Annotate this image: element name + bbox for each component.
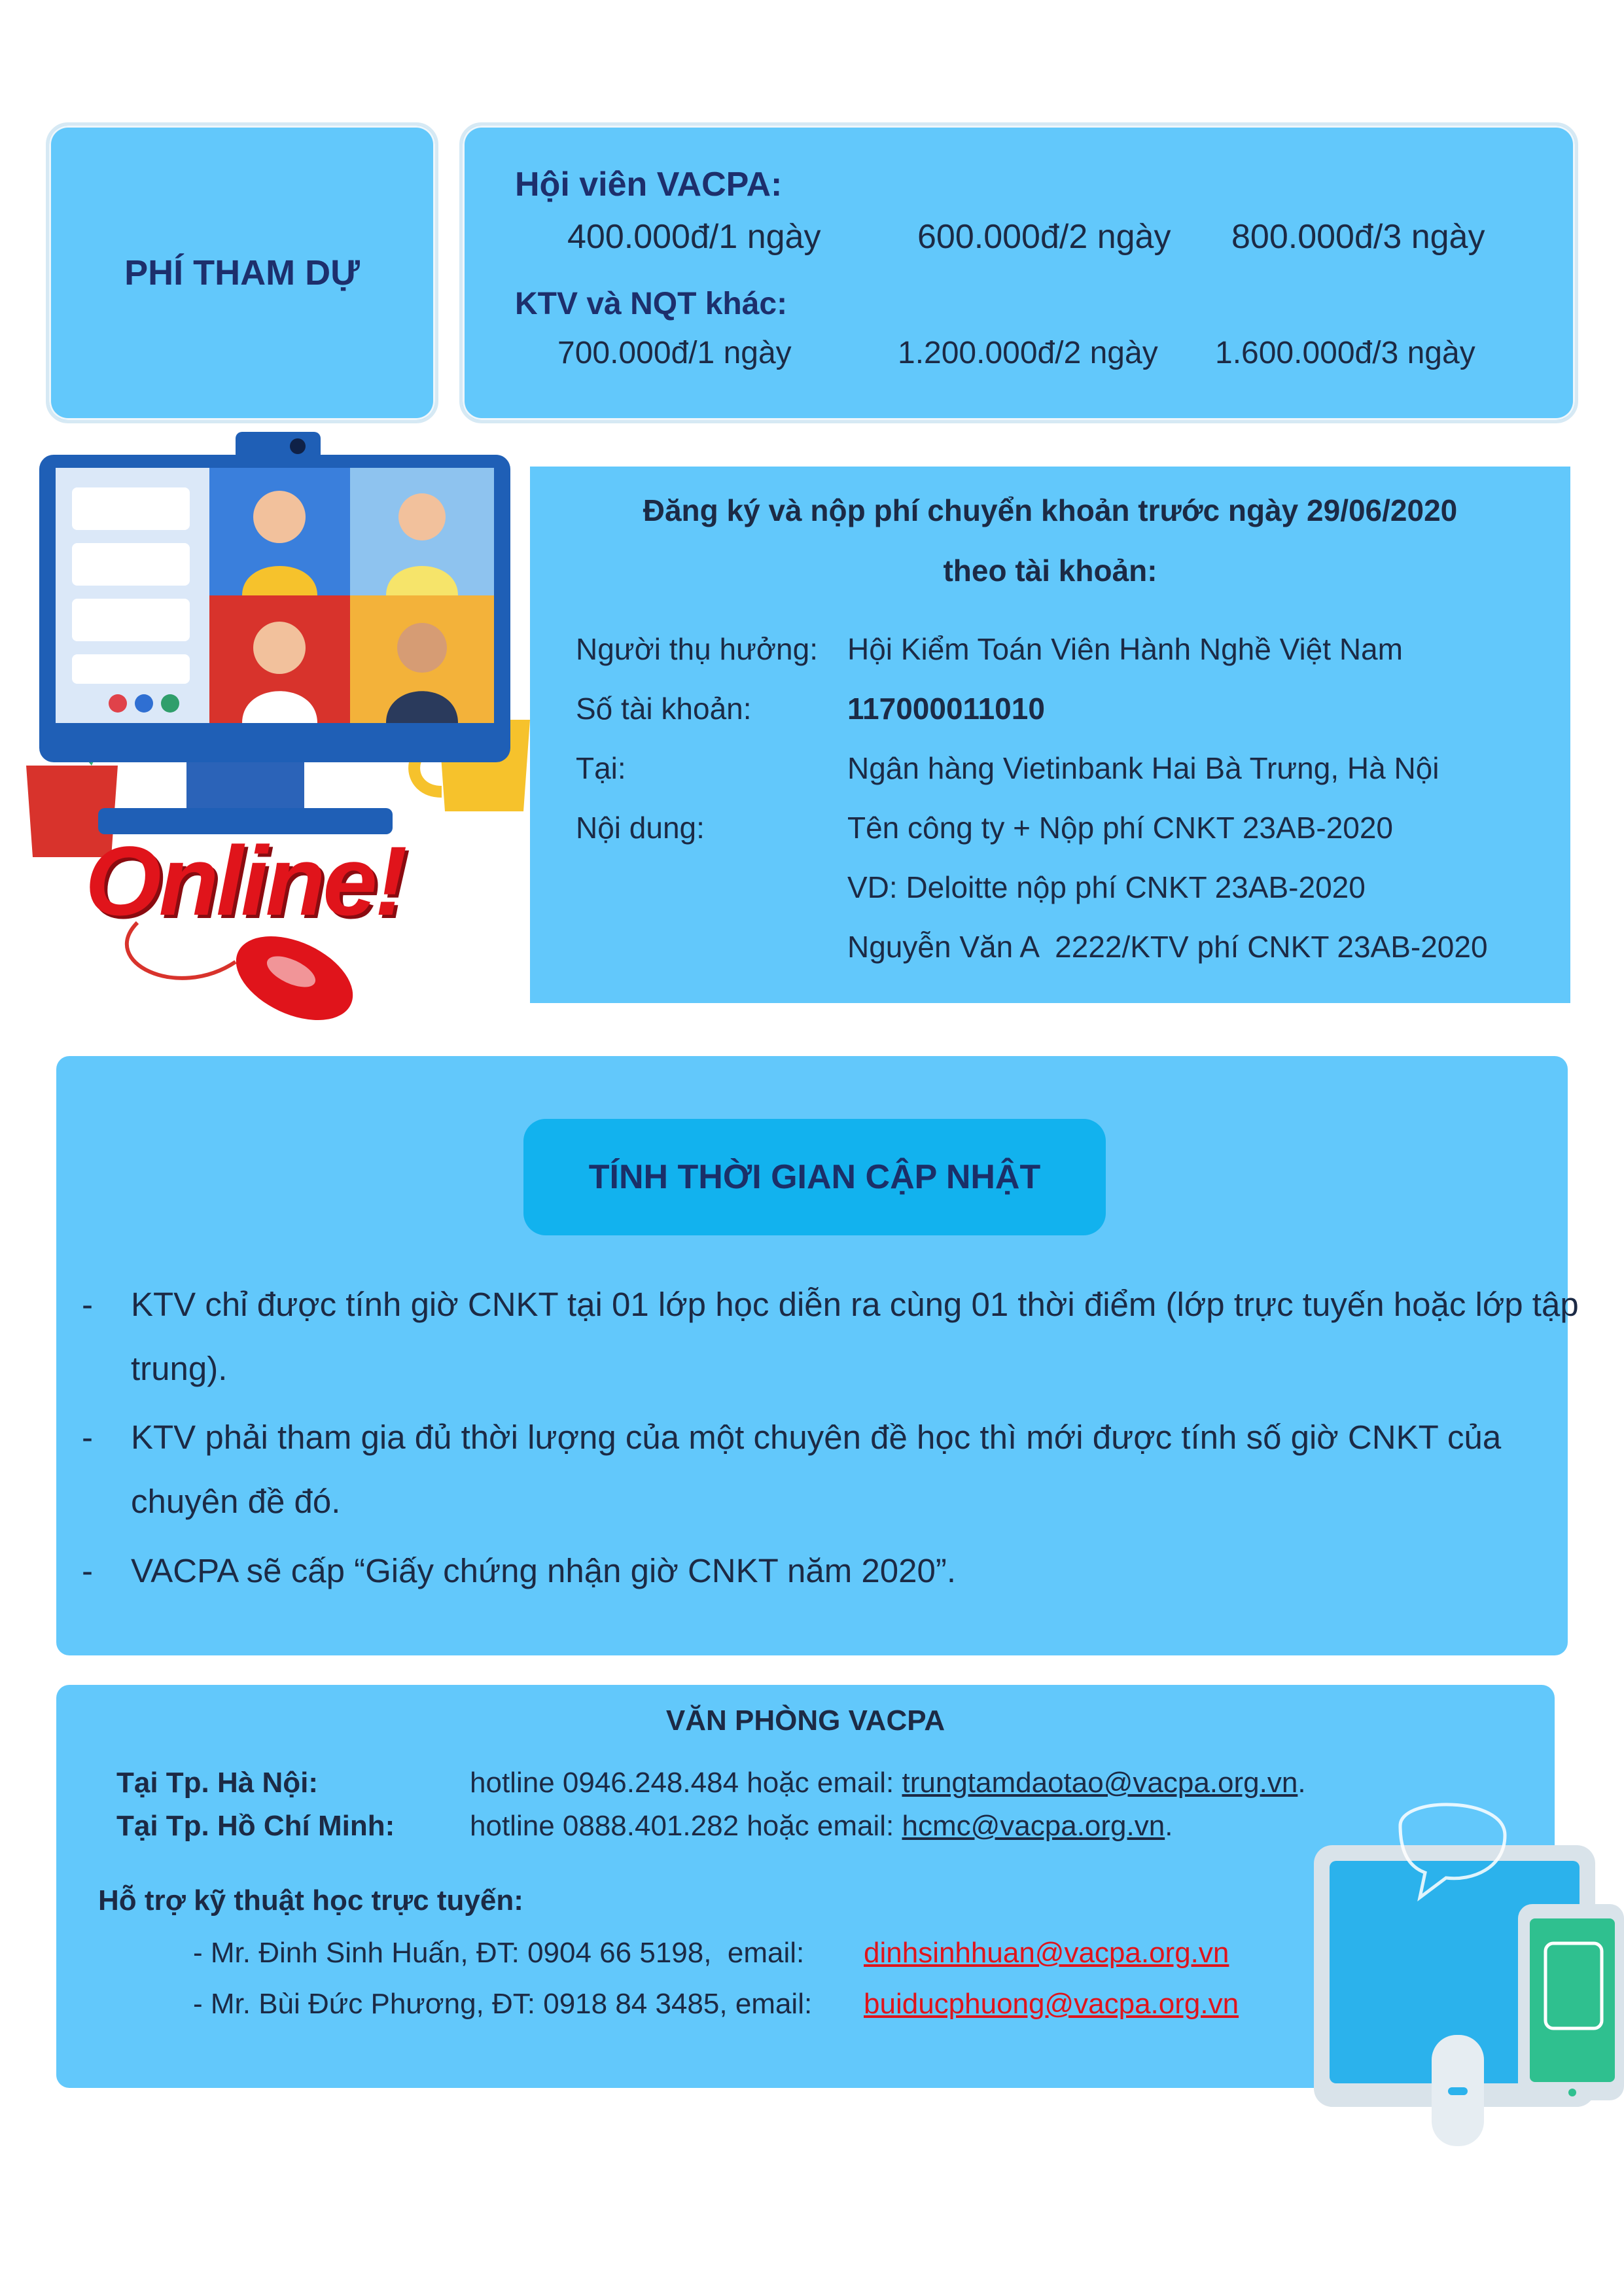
period: . [1297, 1767, 1306, 1799]
hcm-hotline: hotline 0888.401.282 hoặc email: [470, 1810, 902, 1842]
bullet-2-line1: KTV phải tham gia đủ thời lượng của một chuyên đề học thì mới được tính số giờ CNKT của [131, 1419, 1502, 1456]
update-time-title: TÍNH THỜI GIAN CẬP NHẬT [523, 1119, 1106, 1235]
registration-deadline: Đăng ký và nộp phí chuyển khoản trước ngày 29/06/2020 [643, 493, 1458, 527]
registration-account-heading: theo tài khoản: [943, 554, 1157, 588]
computer-video-call-icon [20, 425, 543, 1053]
fee-title-card [46, 122, 438, 423]
bullet-dash: - [82, 1552, 93, 1589]
bank-value: Ngân hàng Vietinbank Hai Bà Trưng, Hà Nội [847, 751, 1439, 785]
bullet-1-line1: KTV chỉ được tính giờ CNKT tại 01 lớp học diễn ra cùng 01 thời điểm (lớp trực tuyến hoặc lớp tập [131, 1286, 1579, 1323]
devices-chat-icon [1302, 1793, 1624, 2159]
other-fee-2day: 1.200.000đ/2 ngày [898, 336, 1158, 370]
content-example-2: Nguyễn Văn A 2222/KTV phí CNKT 23AB-2020 [847, 930, 1488, 964]
beneficiary-value: Hội Kiểm Toán Viên Hành Nghề Việt Nam [847, 632, 1403, 666]
account-number-label: Số tài khoản: [576, 692, 752, 726]
hcm-contact [470, 1810, 1173, 1843]
other-fee-3day: 1.600.000đ/3 ngày [1215, 336, 1475, 370]
account-number-value: 117000011010 [847, 692, 1045, 726]
bank-label: Tại: [576, 751, 626, 785]
registration-card [530, 467, 1570, 1003]
bullet-dash: - [82, 1286, 93, 1323]
bullet-3-line1: VACPA sẽ cấp “Giấy chứng nhận giờ CNKT năm 2020”. [131, 1552, 957, 1589]
hcm-label: Tại Tp. Hồ Chí Minh: [116, 1810, 395, 1842]
hcm-email-link[interactable]: hcmc@vacpa.org.vn [902, 1810, 1165, 1842]
support-email-1-link[interactable]: dinhsinhhuan@vacpa.org.vn [864, 1937, 1229, 1969]
office-title: VĂN PHÒNG VACPA [665, 1704, 945, 1737]
member-fee-3day: 800.000đ/3 ngày [1231, 218, 1485, 256]
content-label: Nội dung: [576, 811, 705, 845]
support-contact-1: - Mr. Đinh Sinh Huấn, ĐT: 0904 66 5198, email: [193, 1937, 805, 1969]
beneficiary-label: Người thụ hưởng: [576, 632, 818, 666]
member-fee-1day: 400.000đ/1 ngày [567, 218, 821, 256]
bullet-2-line2: chuyên đề đó. [131, 1483, 341, 1520]
fee-title: PHÍ THAM DỰ [124, 253, 360, 292]
hanoi-label: Tại Tp. Hà Nội: [116, 1767, 318, 1799]
other-fee-label: KTV và NQT khác: [515, 287, 788, 321]
content-value: Tên công ty + Nộp phí CNKT 23AB-2020 [847, 811, 1394, 845]
fee-details-card [459, 122, 1578, 423]
member-fee-2day: 600.000đ/2 ngày [917, 218, 1171, 256]
online-logo-text: Online! [85, 826, 405, 936]
hanoi-email-link[interactable]: trungtamdaotao@vacpa.org.vn [902, 1767, 1298, 1799]
support-contact-2: - Mr. Bùi Đức Phương, ĐT: 0918 84 3485, email: [193, 1988, 813, 2020]
bullet-1-line2: trung). [131, 1350, 228, 1387]
online-illustration [20, 425, 543, 1053]
period: . [1165, 1810, 1173, 1842]
hanoi-contact [470, 1767, 1306, 1799]
hanoi-hotline: hotline 0946.248.484 hoặc email: [470, 1767, 902, 1799]
member-fee-label: Hội viên VACPA: [515, 166, 783, 203]
bullet-dash: - [82, 1419, 93, 1456]
other-fee-1day: 700.000đ/1 ngày [557, 336, 792, 370]
content-example-1: VD: Deloitte nộp phí CNKT 23AB-2020 [847, 870, 1366, 904]
support-title: Hỗ trợ kỹ thuật học trực tuyến: [98, 1884, 523, 1916]
support-email-2-link[interactable]: buiducphuong@vacpa.org.vn [864, 1988, 1239, 2020]
